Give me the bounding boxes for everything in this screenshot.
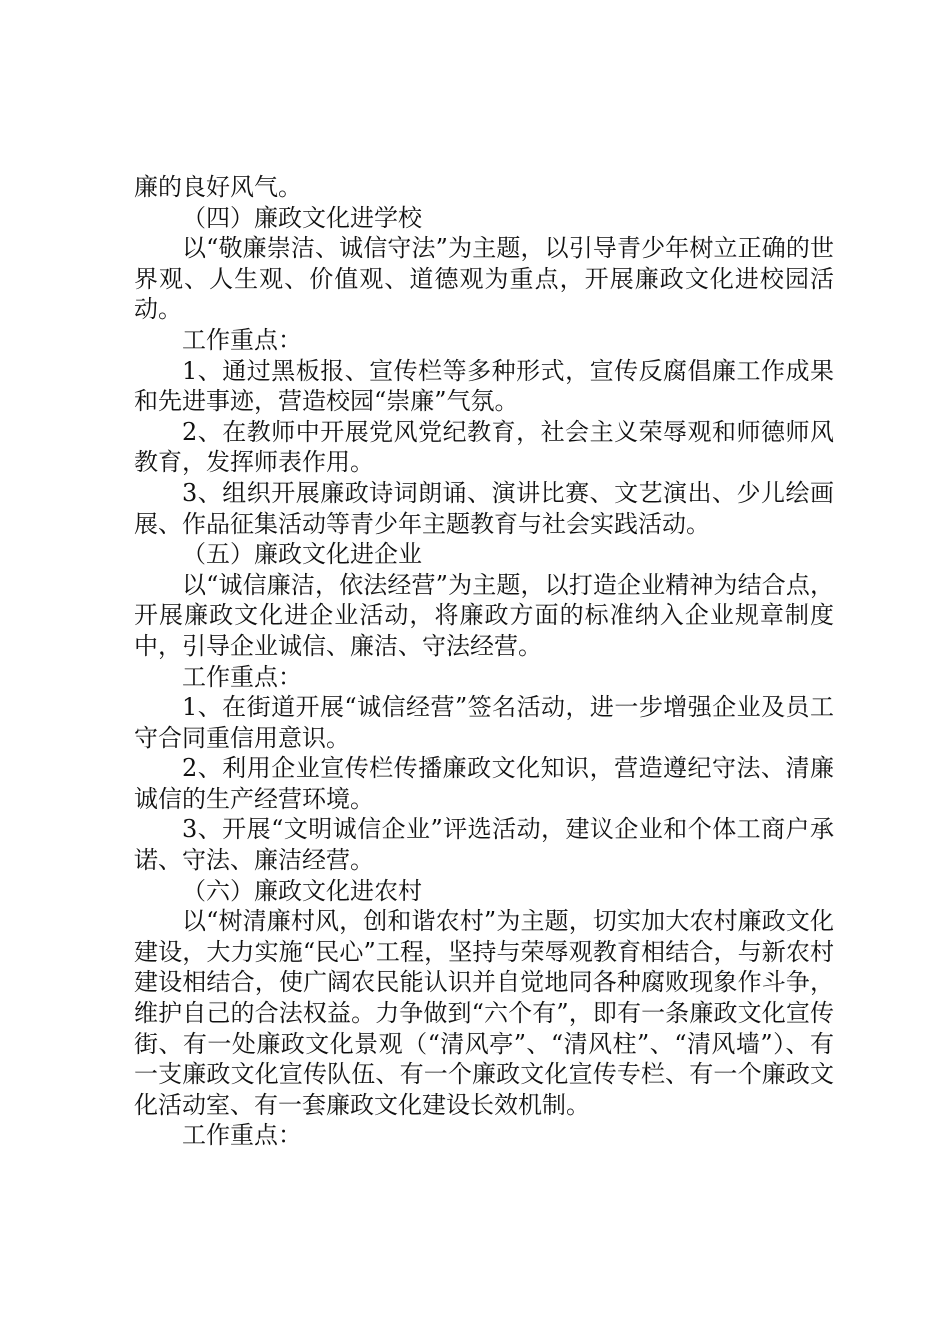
- list-item: 2、在教师中开展党风党纪教育，社会主义荣辱观和师德师风教育，发挥师表作用。: [134, 417, 834, 477]
- list-item: 3、组织开展廉政诗词朗诵、演讲比赛、文艺演出、少儿绘画展、作品征集活动等青少年主题教育与社会实践活动。: [134, 478, 834, 538]
- section-heading-enterprises: （五）廉政文化进企业: [182, 540, 422, 569]
- work-focus-label: 工作重点：: [182, 1121, 302, 1150]
- paragraph-continuation: 廉的良好风气。: [134, 173, 302, 201]
- paragraph-villages-theme: 以“树清廉村风，创和谐农村”为主题，切实加大农村廉政文化建设，大力实施“民心”工程，坚持与荣辱观教育相结合，与新农村建设相结合，使广阔农民能认识并自觉地同各种腐败现象作斗争，维护自己的合法权益。力争做到“六个有”，即有一条廉政文化宣传街、有一处廉政文化景观（“清风亭”、“清风柱”、“清风墙”）、有一支廉政文化宣传队伍、有一个廉政文化宣传专栏、有一个廉政文化活动室、有一套廉政文化建设长效机制。: [134, 907, 834, 1119]
- list-item: 1、在街道开展“诚信经营”签名活动，进一步增强企业及员工守合同重信用意识。: [134, 693, 834, 752]
- document-body: [134, 172, 834, 1151]
- list-item: 3、开展“文明诚信企业”评选活动，建议企业和个体工商户承诺、守法、廉洁经营。: [134, 815, 834, 875]
- paragraph-enterprises-theme: 以“诚信廉洁，依法经营”为主题，以打造企业精神为结合点，开展廉政文化进企业活动，将廉政方面的标准纳入企业规章制度中，引导企业诚信、廉洁、守法经营。: [134, 570, 834, 660]
- section-heading-villages: （六）廉政文化进农村: [182, 876, 422, 905]
- section-heading-schools: （四）廉政文化进学校: [182, 203, 422, 232]
- work-focus-label: 工作重点：: [182, 325, 302, 354]
- list-item: 2、利用企业宣传栏传播廉政文化知识，营造遵纪守法、清廉诚信的生产经营环境。: [134, 754, 834, 813]
- work-focus-label: 工作重点：: [182, 662, 302, 691]
- list-item: 1、通过黑板报、宣传栏等多种形式，宣传反腐倡廉工作成果和先进事迹，营造校园“崇廉”气氛。: [134, 356, 834, 416]
- paragraph-schools-theme: 以“敬廉崇洁、诚信守法”为主题，以引导青少年树立正确的世界观、人生观、价值观、道德观为重点，开展廉政文化进校园活动。: [134, 234, 834, 324]
